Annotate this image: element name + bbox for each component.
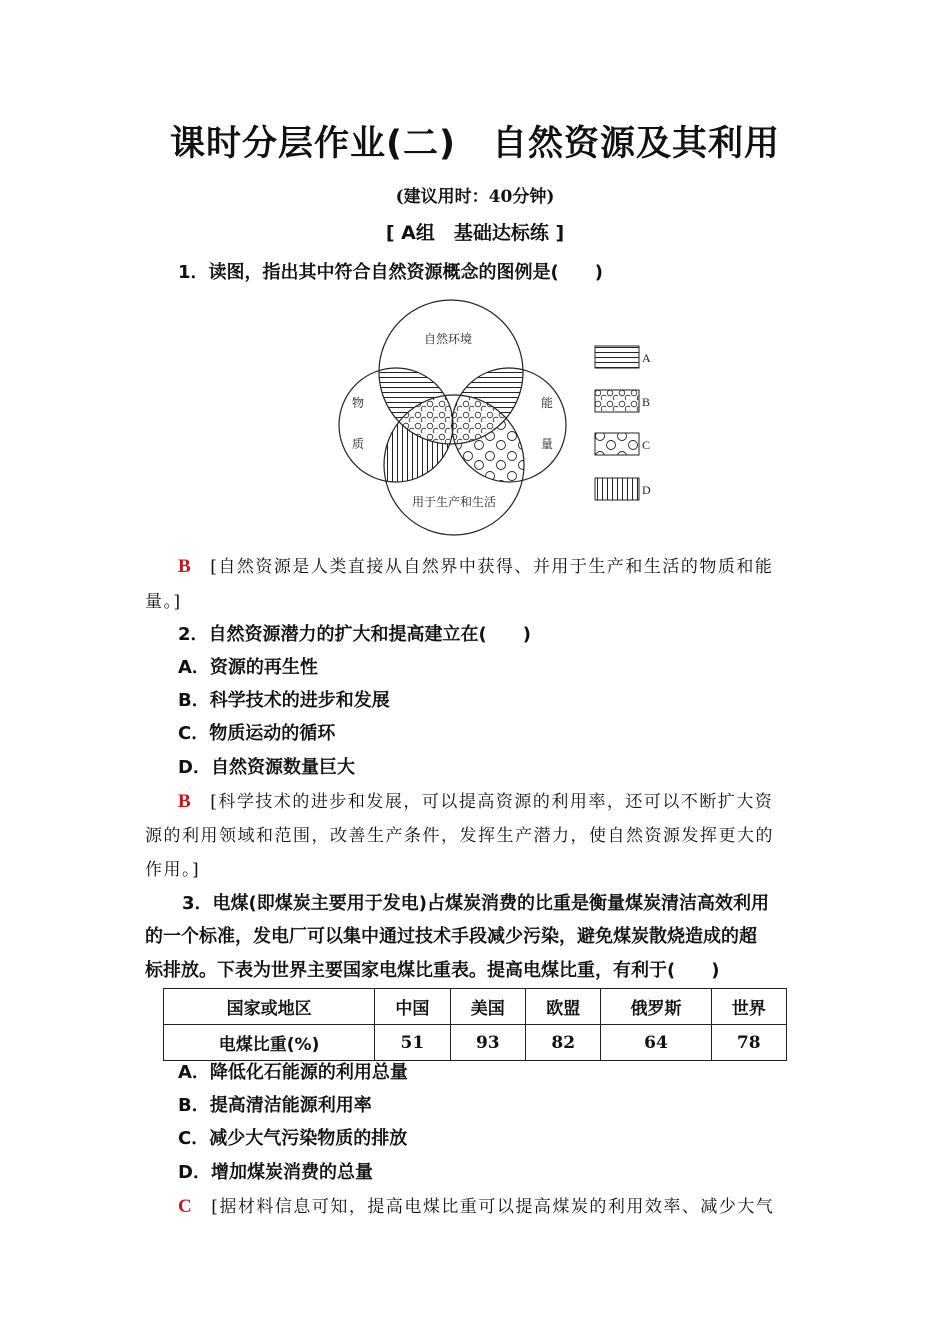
table-cell: 82 <box>526 1025 601 1061</box>
option-b: B．提高清洁能源利用率 <box>178 1095 372 1116</box>
option-a: A．降低化石能源的利用总量 <box>178 1062 408 1083</box>
suggested-time: (建议用时：40分钟) <box>395 187 555 207</box>
table-cell: 欧盟 <box>526 989 601 1025</box>
answer-key: B <box>178 791 193 812</box>
venn-diagram <box>330 290 660 540</box>
page-title: 课时分层作业(二) 自然资源及其利用 <box>170 124 780 164</box>
question-3-line3: 标排放。下表为世界主要国家电煤比重表。提高电煤比重，有利于( ) <box>145 960 720 981</box>
table-cell: 电煤比重(%) <box>164 1025 375 1061</box>
table-cell: 93 <box>450 1025 525 1061</box>
explanation: [据材料信息可知，提高电煤比重可以提高煤炭的利用效率、减少大气 <box>211 1197 775 1217</box>
group-heading: [ A组 基础达标练 ] <box>385 222 565 244</box>
label-energy-1: 能 <box>541 396 554 410</box>
label-production: 用于生产和生活 <box>412 495 497 509</box>
table-cell: 俄罗斯 <box>601 989 711 1025</box>
legend-c: C <box>642 438 651 452</box>
table-cell: 国家或地区 <box>164 989 375 1025</box>
option-b: B．科学技术的进步和发展 <box>178 690 390 711</box>
coal-power-table <box>163 988 787 1061</box>
explanation: [科学技术的进步和发展，可以提高资源的利用率，还可以不断扩大资 <box>210 792 774 812</box>
option-a: A．资源的再生性 <box>178 657 318 678</box>
legend-d: D <box>642 483 651 497</box>
table-cell: 78 <box>711 1025 787 1061</box>
legend-a: A <box>642 351 651 365</box>
table-cell: 64 <box>601 1025 711 1061</box>
answer-key: C <box>178 1196 194 1217</box>
table-cell: 中国 <box>375 989 450 1025</box>
question-3: 3．电煤(即煤炭主要用于发电)占煤炭消费的比重是衡量煤炭清洁高效利用 <box>182 893 769 914</box>
question-1: 1．读图，指出其中符合自然资源概念的图例是( ) <box>178 262 603 283</box>
label-energy-2: 量 <box>541 437 554 451</box>
label-matter-2: 质 <box>352 437 365 451</box>
table-header-row <box>164 989 787 1025</box>
answer-2-cont: 源的利用领域和范围，改善生产条件，发挥生产潜力，使自然资源发挥更大的 <box>145 826 774 846</box>
option-d: D．增加煤炭消费的总量 <box>178 1162 373 1183</box>
label-matter-1: 物 <box>352 396 365 410</box>
table-cell: 美国 <box>450 989 525 1025</box>
explanation: [自然资源是人类直接从自然界中获得、并用于生产和生活的物质和能 <box>210 557 774 577</box>
label-nature: 自然环境 <box>424 332 473 346</box>
table-cell: 51 <box>375 1025 450 1061</box>
option-d: D．自然资源数量巨大 <box>178 757 355 778</box>
question-3-line2: 的一个标准，发电厂可以集中通过技术手段减少污染，避免煤炭散烧造成的超 <box>145 926 757 947</box>
table-row <box>164 1025 787 1061</box>
answer-2-cont2: 作用。] <box>145 860 201 880</box>
answer-1 <box>178 552 773 578</box>
answer-2 <box>178 787 773 813</box>
table-cell: 世界 <box>711 989 787 1025</box>
legend <box>595 346 651 500</box>
answer-3 <box>178 1192 774 1218</box>
option-c: C．减少大气污染物质的排放 <box>178 1128 408 1149</box>
question-2: 2．自然资源潜力的扩大和提高建立在( ) <box>178 624 531 645</box>
answer-1-cont: 量。] <box>145 592 182 612</box>
option-c: C．物质运动的循环 <box>178 723 336 744</box>
answer-key: B <box>178 556 193 577</box>
legend-b: B <box>642 395 651 409</box>
